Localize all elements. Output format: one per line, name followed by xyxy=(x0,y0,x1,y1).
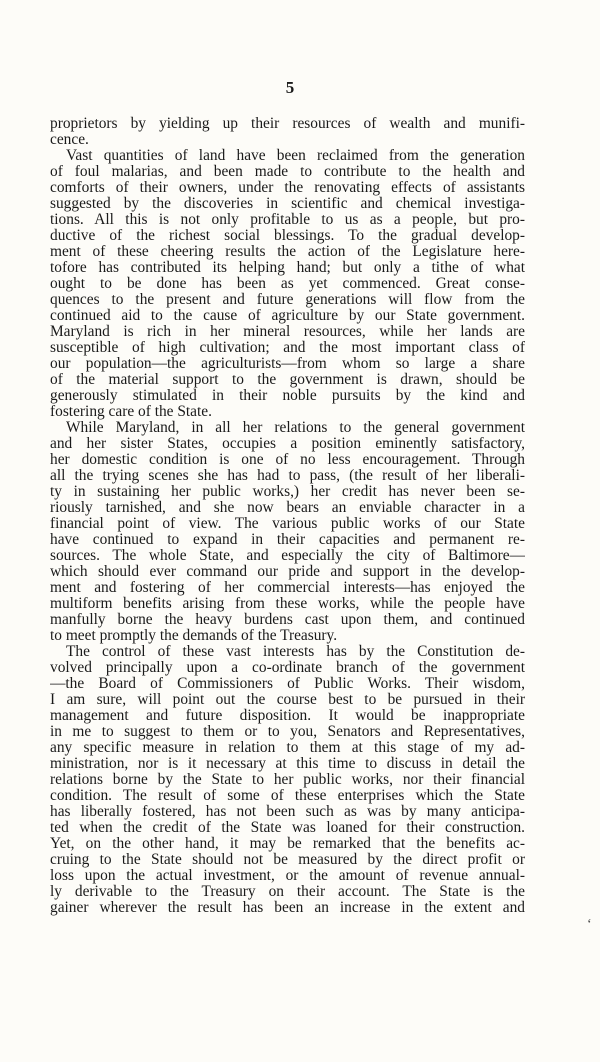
text-line: have continued to expand in their capacities and permanent re- xyxy=(50,532,525,548)
text-line: management and future disposition. It would be inappropriate xyxy=(50,708,525,724)
text-line: has liberally fostered, has not been such as was by many anticipa- xyxy=(50,804,525,820)
text-line: tofore has contributed its helping hand; but only a tithe of what xyxy=(50,260,525,276)
text-line: volved principally upon a co-ordinate branch of the government xyxy=(50,660,525,676)
text-line: loss upon the actual investment, or the amount of revenue annual- xyxy=(50,868,525,884)
text-line: relations borne by the State to her public works, nor their financial xyxy=(50,772,525,788)
margin-mark: ‘ xyxy=(587,917,592,932)
text-line: sources. The whole State, and especially the city of Baltimore— xyxy=(50,548,525,564)
text-line: ministration, nor is it necessary at this time to discuss in detail the xyxy=(50,756,525,772)
text-line: —the Board of Commissioners of Public Works. Their wisdom, xyxy=(50,676,525,692)
text-line: to meet promptly the demands of the Treasury. xyxy=(50,628,338,644)
text-line: proprietors by yielding up their resources of wealth and munifi- xyxy=(50,116,525,132)
text-line: and her sister States, occupies a position eminently satisfactory, xyxy=(50,436,525,452)
text-line: ment and fostering of her commercial interests—has enjoyed the xyxy=(50,580,525,596)
text-line: generously stimulated in their noble pursuits by the kind and xyxy=(50,388,525,404)
text-line: ductive of the richest social blessings. To the gradual develop- xyxy=(50,228,525,244)
text-line: of the material support to the government is drawn, should be xyxy=(50,372,525,388)
text-line: ty in sustaining her public works,) her credit has never been se- xyxy=(50,484,525,500)
text-line: While Maryland, in all her relations to the general government xyxy=(66,420,525,436)
text-line: multiform benefits arising from these works, while the people have xyxy=(50,596,525,612)
text-line: ought to be done has been as yet commenced. Great conse- xyxy=(50,276,525,292)
text-line: all the trying scenes she has had to pass, (the result of her liberali- xyxy=(50,468,525,484)
text-line: financial point of view. The various public works of our State xyxy=(50,516,525,532)
text-line: Maryland is rich in her mineral resources, while her lands are xyxy=(50,324,525,340)
body-text xyxy=(50,116,525,916)
text-line: Yet, on the other hand, it may be remarked that the benefits ac- xyxy=(50,836,525,852)
text-line: suggested by the discoveries in scientific and chemical investiga- xyxy=(50,196,525,212)
text-line: The control of these vast interests has by the Constitution de- xyxy=(66,644,525,660)
text-line: tions. All this is not only profitable to us as a people, but pro- xyxy=(50,212,525,228)
text-line: of foul malarias, and been made to contribute to the health and xyxy=(50,164,525,180)
text-line: ment of these cheering results the action of the Legislature here- xyxy=(50,244,525,260)
text-line: condition. The result of some of these enterprises which the State xyxy=(50,788,525,804)
text-line: her domestic condition is one of no less encouragement. Through xyxy=(50,452,525,468)
text-line: comforts of their owners, under the renovating effects of assistants xyxy=(50,180,525,196)
text-line: in me to suggest to them or to you, Senators and Representatives, xyxy=(50,724,525,740)
text-line: our population—the agriculturists—from whom so large a share xyxy=(50,356,525,372)
text-line: continued aid to the cause of agriculture by our State government. xyxy=(50,308,525,324)
text-line: cruing to the State should not be measured by the direct profit or xyxy=(50,852,525,868)
text-line: ted when the credit of the State was loaned for their construction. xyxy=(50,820,525,836)
text-line: I am sure, will point out the course best to be pursued in their xyxy=(50,692,525,708)
text-line: which should ever command our pride and support in the develop- xyxy=(50,564,525,580)
text-line: gainer wherever the result has been an increase in the extent and xyxy=(50,900,525,916)
text-line: Vast quantities of land have been reclaimed from the generation xyxy=(66,148,525,164)
text-line: cence. xyxy=(50,132,89,148)
text-line: susceptible of high cultivation; and the most important class of xyxy=(50,340,525,356)
text-line: any specific measure in relation to them at this stage of my ad- xyxy=(50,740,525,756)
page-number: 5 xyxy=(285,78,295,97)
text-line: ly derivable to the Treasury on their account. The State is the xyxy=(50,884,525,900)
text-line: fostering care of the State. xyxy=(50,404,212,420)
text-line: quences to the present and future generations will flow from the xyxy=(50,292,525,308)
text-line: manfully borne the heavy burdens cast upon them, and continued xyxy=(50,612,525,628)
text-line: riously tarnished, and she now bears an enviable character in a xyxy=(50,500,525,516)
